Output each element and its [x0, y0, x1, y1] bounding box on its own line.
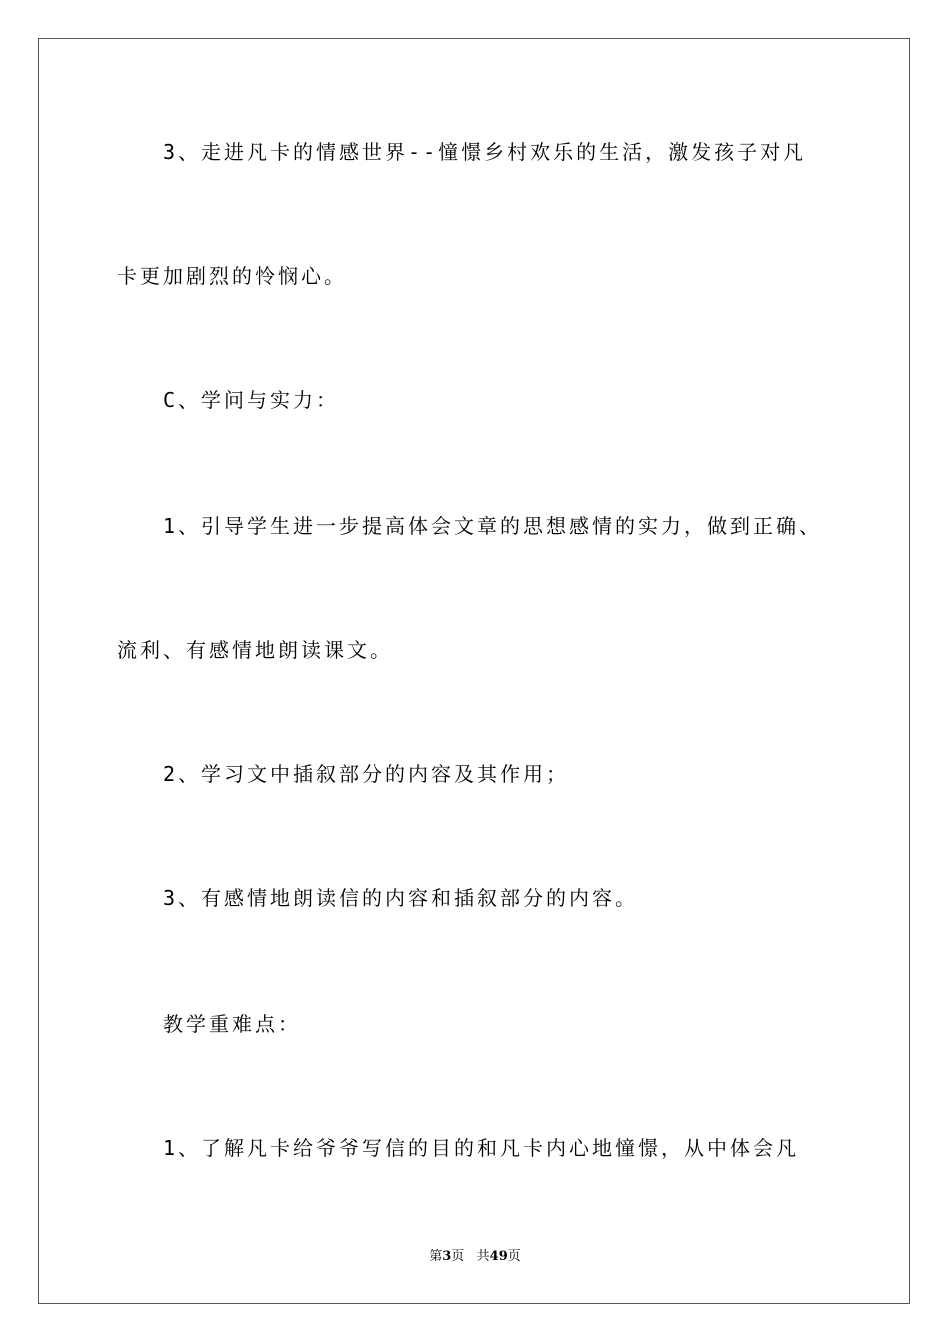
paragraph-line: 1、引导学生进一步提高体会文章的思想感情的实力，做到正确、 [163, 514, 823, 538]
footer-page-number: 3 [442, 1249, 452, 1264]
paragraph-line: 流利、有感情地朗读课文。 [117, 638, 393, 662]
page-border [38, 38, 910, 1304]
section-heading: 教学重难点： [163, 1012, 301, 1036]
footer-suffix: 页 [507, 1249, 521, 1264]
footer-middle: 页 共 [451, 1249, 490, 1264]
paragraph-line: 1、了解凡卡给爷爷写信的目的和凡卡内心地憧憬，从中体会凡 [163, 1136, 800, 1160]
page-footer [0, 1248, 950, 1266]
paragraph-line: 3、走进凡卡的情感世界--憧憬乡村欢乐的生活，激发孩子对凡 [163, 140, 807, 164]
paragraph-line: 卡更加剧烈的怜悯心。 [117, 264, 347, 288]
paragraph-line: 2、学习文中插叙部分的内容及其作用； [163, 762, 570, 786]
paragraph-line: 3、有感情地朗读信的内容和插叙部分的内容。 [163, 886, 639, 910]
section-heading: C、学问与实力： [163, 388, 340, 412]
footer-total-pages: 49 [489, 1249, 508, 1264]
footer-prefix: 第 [429, 1249, 443, 1264]
